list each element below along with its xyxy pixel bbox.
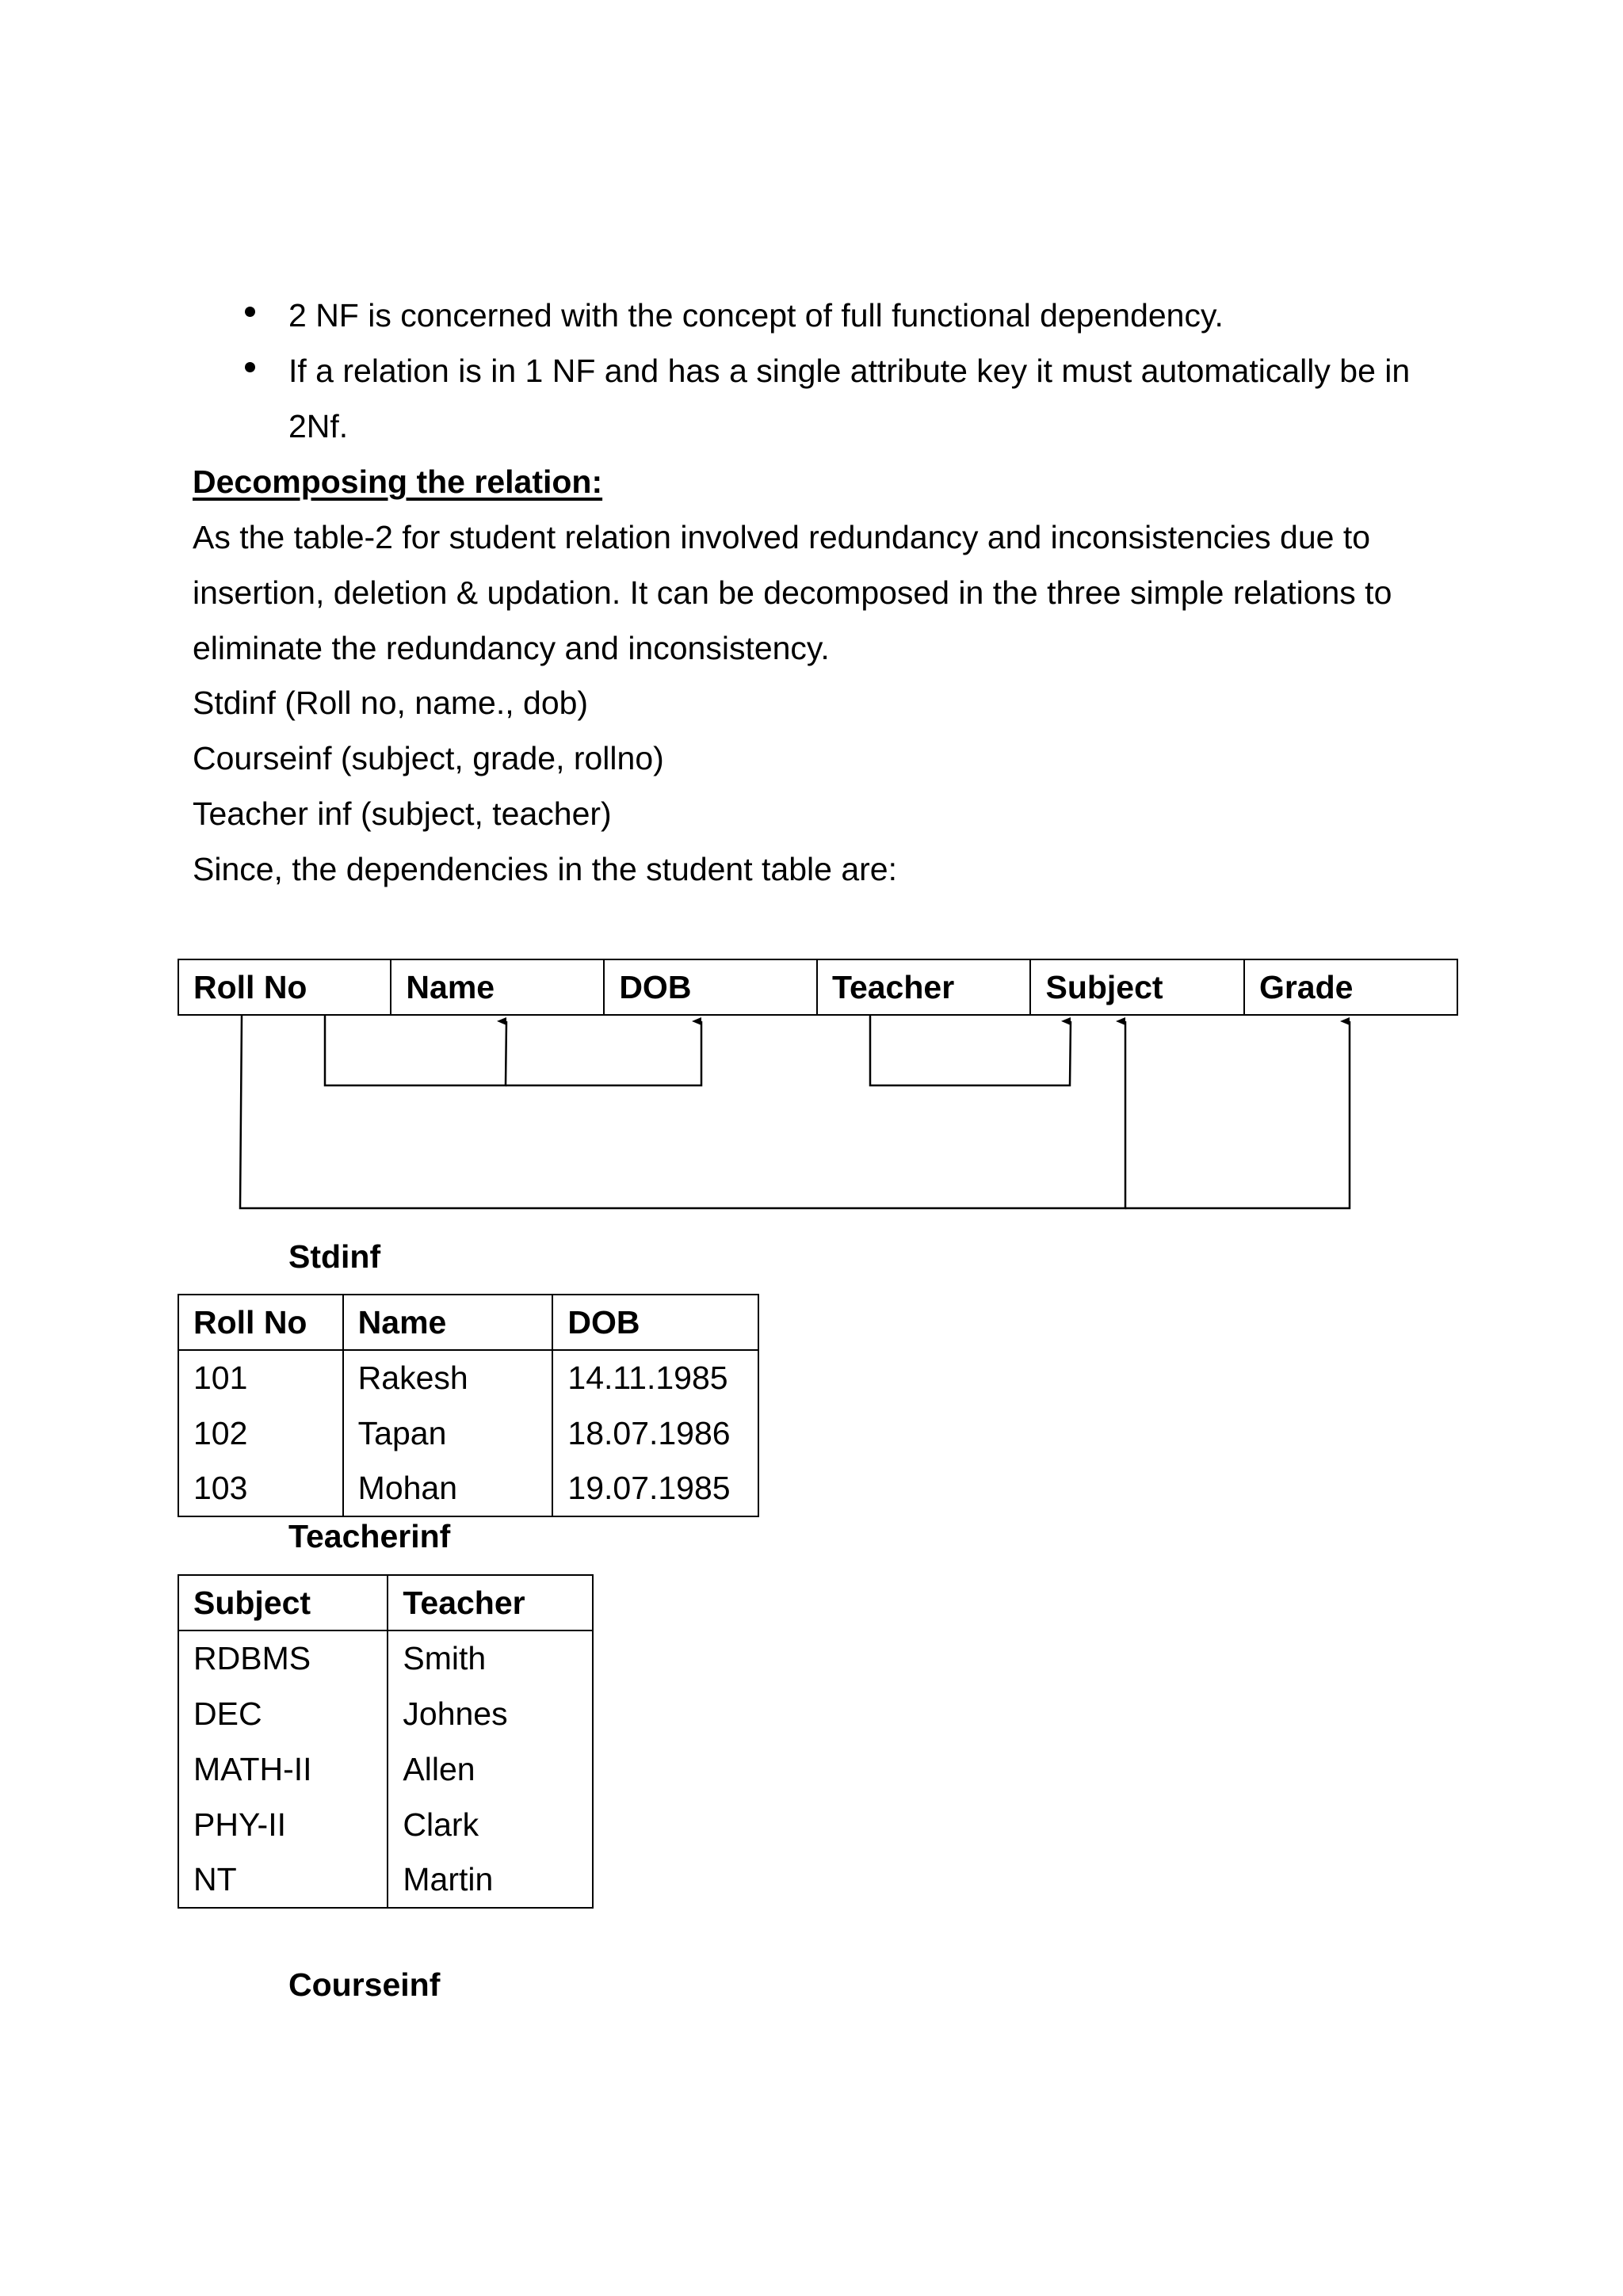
teacherinf-header-teacher: Teacher (388, 1575, 593, 1630)
arrow-rollno-to-subject (240, 1016, 1125, 1208)
teacherinf-cell: Clark (388, 1797, 593, 1852)
paragraph-line-3: eliminate the redundancy and inconsistency. (193, 630, 830, 666)
dep-col-dob: DOB (604, 959, 817, 1015)
stdinf-cell: Mohan (343, 1461, 553, 1516)
teacherinf-cell: DEC (178, 1686, 388, 1741)
table-row (178, 1797, 593, 1852)
stdinf-cell: 102 (178, 1405, 343, 1461)
teacherinf-caption: Teacherinf (288, 1518, 451, 1554)
courseinf-caption: Courseinf (288, 1966, 441, 2003)
arrow-teacher-to-subject (870, 1016, 1071, 1085)
stdinf-cell: Tapan (343, 1405, 553, 1461)
stdinf-cell: Rakesh (343, 1350, 553, 1405)
teacherinf-cell: PHY-II (178, 1797, 388, 1852)
table-row (178, 1686, 593, 1741)
bullet-text-2-continued: 2Nf. (288, 408, 349, 444)
table-row (178, 1741, 593, 1797)
dep-col-subject: Subject (1030, 959, 1243, 1015)
teacherinf-cell: Allen (388, 1741, 593, 1797)
stdinf-table (178, 1294, 759, 1517)
table-row (178, 1405, 758, 1461)
stdinf-header-name: Name (343, 1295, 553, 1350)
paragraph-line-2: insertion, deletion & updation. It can be decomposed in the three simple relations to (193, 574, 1392, 611)
arrow-rollno-to-name (325, 1016, 506, 1085)
teacherinf-header-subject: Subject (178, 1575, 388, 1630)
section-heading: Decomposing the relation: (193, 463, 603, 500)
stdinf-cell: 18.07.1986 (552, 1405, 758, 1461)
table-row (178, 1630, 593, 1686)
stdinf-cell: 19.07.1985 (552, 1461, 758, 1516)
dep-col-teacher: Teacher (817, 959, 1031, 1015)
stdinf-caption: Stdinf (288, 1238, 381, 1275)
arrow-rollno-to-grade (1125, 1021, 1350, 1208)
bullet-text-1: 2 NF is concerned with the concept of full functional dependency. (288, 297, 1224, 334)
paragraph-line-1: As the table-2 for student relation involved redundancy and inconsistencies due to (193, 519, 1371, 555)
dependencies-intro: Since, the dependencies in the student table are: (193, 851, 897, 887)
dep-col-name: Name (391, 959, 604, 1015)
teacherinf-cell: MATH-II (178, 1741, 388, 1797)
table-row (178, 1461, 758, 1516)
teacherinf-cell: Johnes (388, 1686, 593, 1741)
stdinf-cell: 14.11.1985 (552, 1350, 758, 1405)
table-row (178, 1852, 593, 1908)
stdinf-cell: 103 (178, 1461, 343, 1516)
arrow-rollno-to-dob (506, 1021, 701, 1085)
stdinf-cell: 101 (178, 1350, 343, 1405)
teacherinf-cell: Martin (388, 1852, 593, 1908)
teacherinf-table (178, 1574, 594, 1909)
relation-courseinf: Courseinf (subject, grade, rollno) (193, 740, 664, 776)
relation-stdinf: Stdinf (Roll no, name., dob) (193, 685, 589, 721)
dep-col-roll-no: Roll No (178, 959, 391, 1015)
stdinf-header-roll-no: Roll No (178, 1295, 343, 1350)
dep-col-grade: Grade (1244, 959, 1457, 1015)
teacherinf-cell: RDBMS (178, 1630, 388, 1686)
stdinf-header-dob: DOB (552, 1295, 758, 1350)
table-row (178, 1350, 758, 1405)
relation-teacherinf: Teacher inf (subject, teacher) (193, 795, 612, 832)
bullet-text-2: If a relation is in 1 NF and has a single attribute key it must automatically be in (288, 353, 1411, 389)
teacherinf-cell: Smith (388, 1630, 593, 1686)
teacherinf-cell: NT (178, 1852, 388, 1908)
